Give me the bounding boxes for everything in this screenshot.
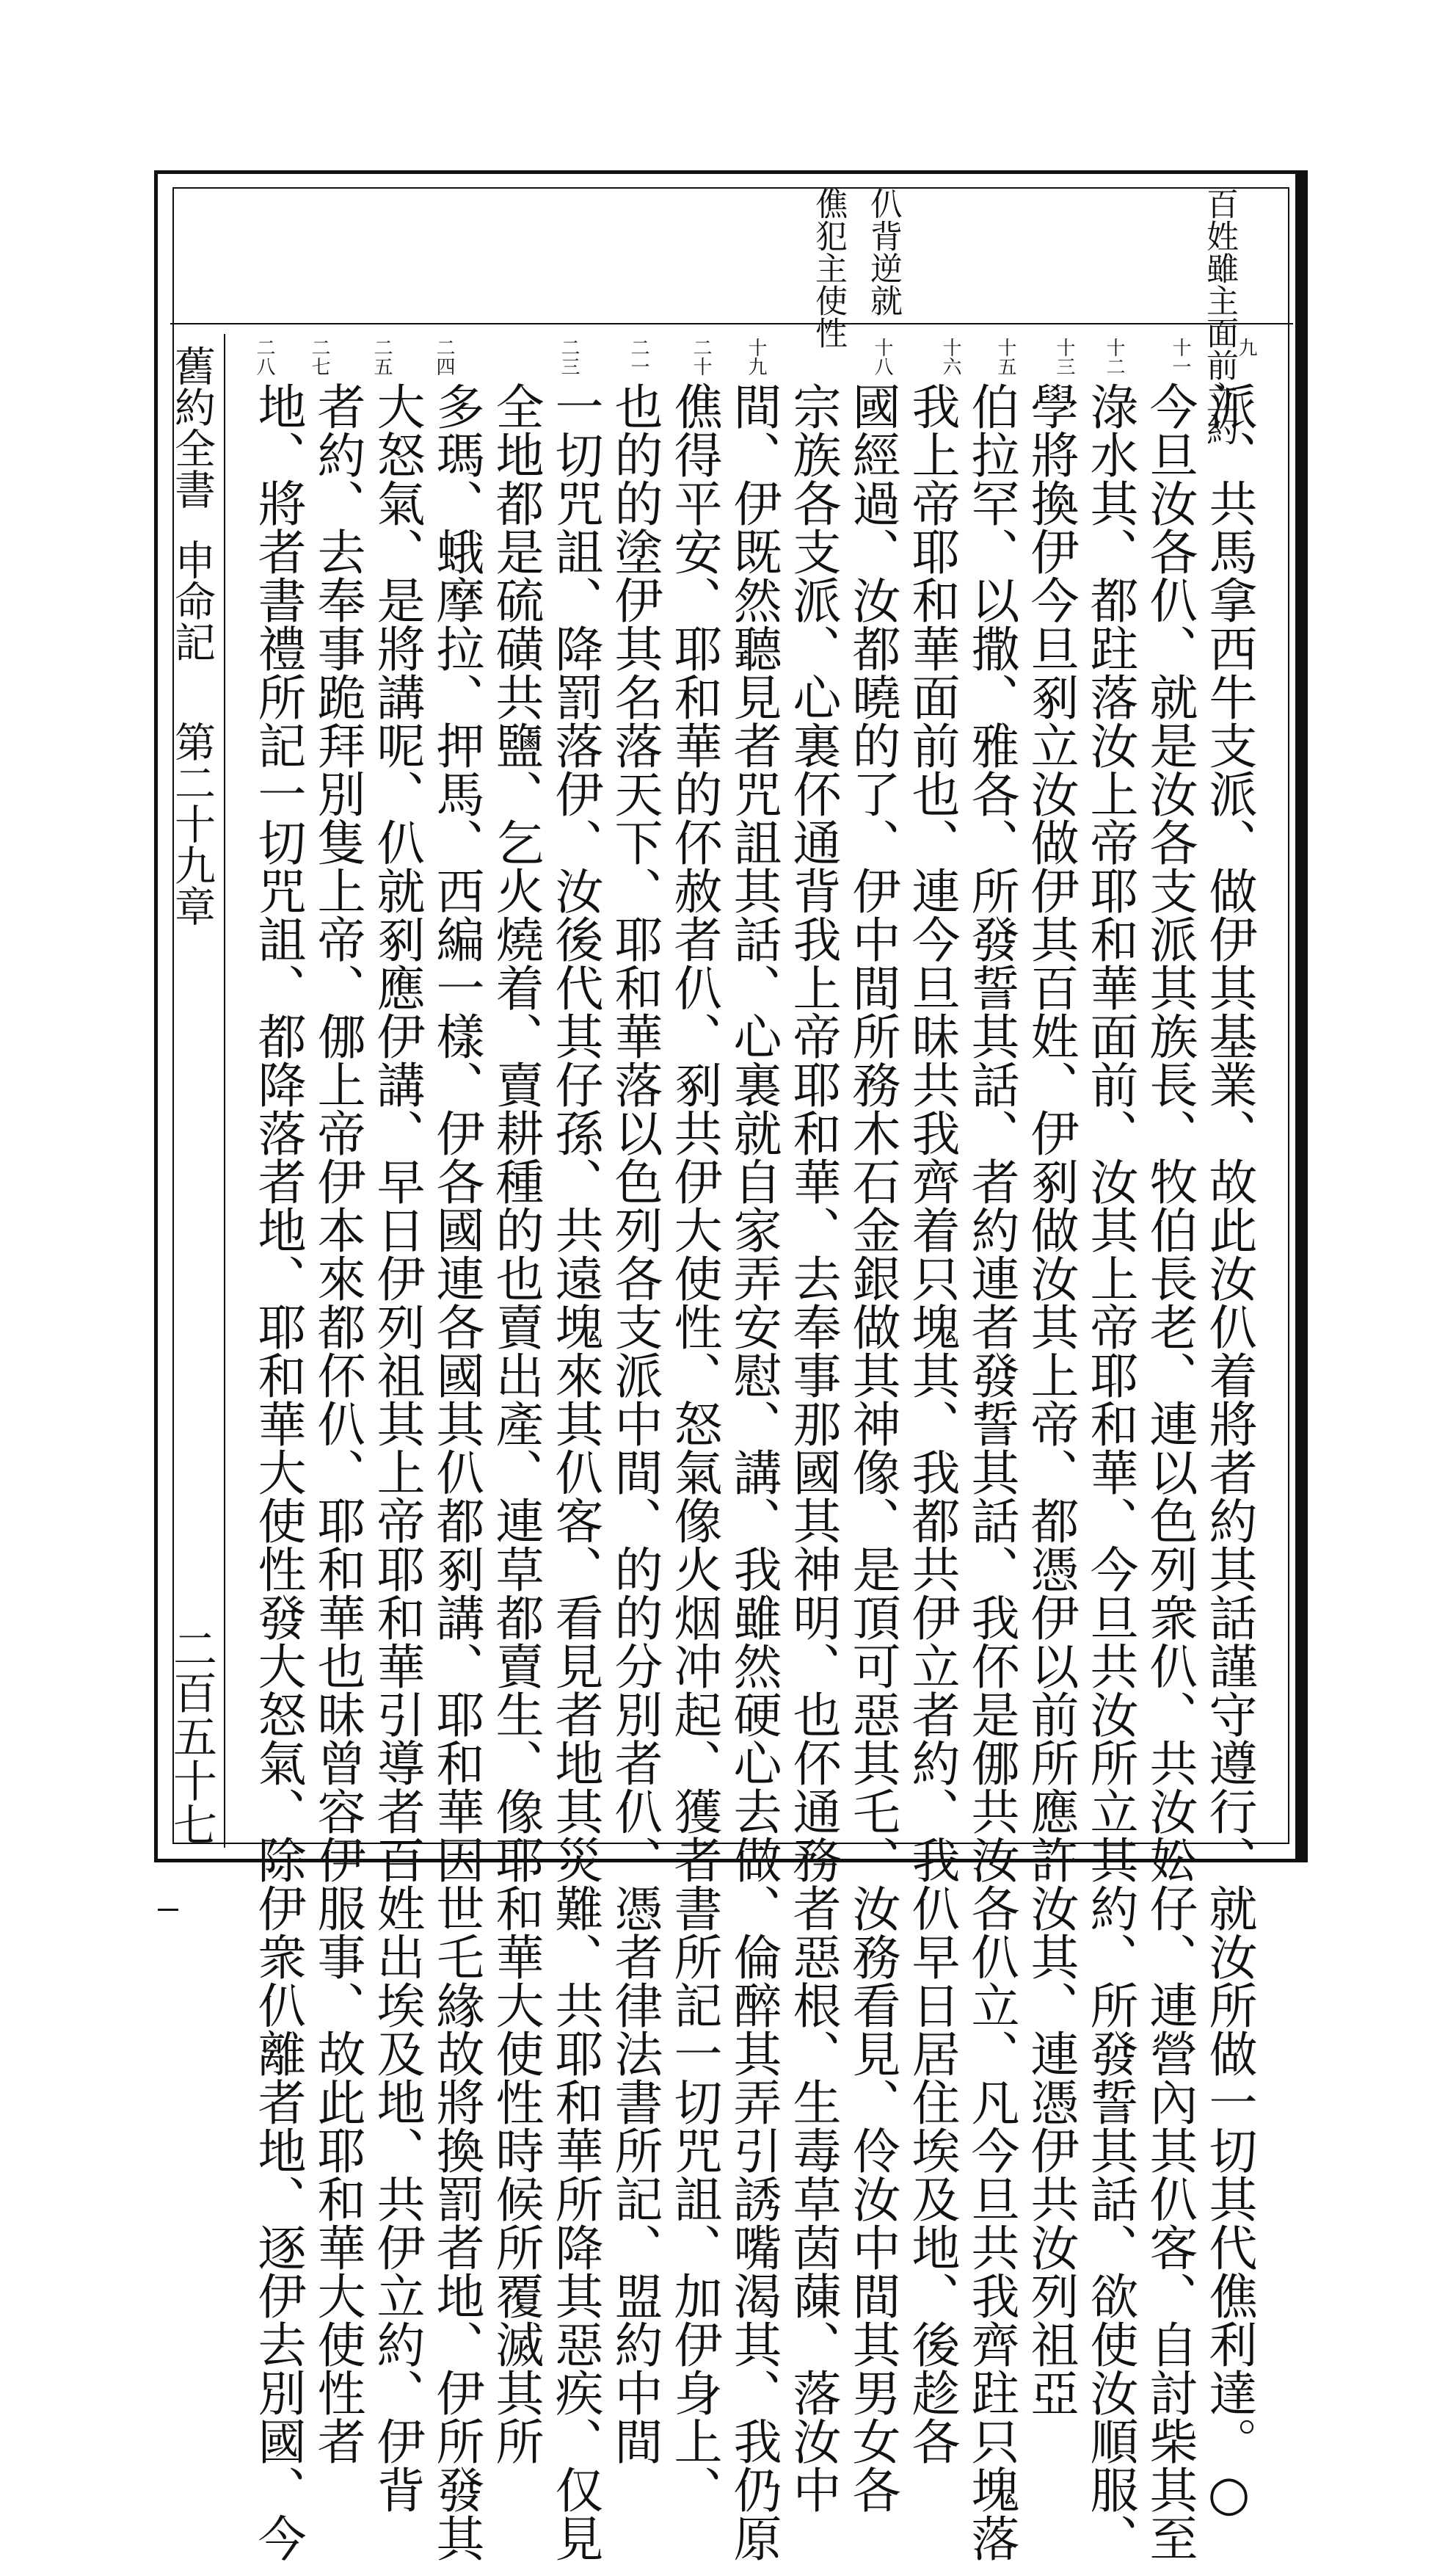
book-name: 申命記 bbox=[168, 539, 216, 662]
text-line: 我上帝耶和華面前也、連今旦昧共我齊着只塊其、我都共伊立者約、我仈早日居住埃及地、後趁各 bbox=[903, 382, 960, 2465]
header-rule bbox=[170, 323, 1293, 324]
line-number: 十六 bbox=[939, 338, 961, 376]
text-line: 宗族各支派、心裏伓通背我上帝耶和華、去奉事那國其神明、也伓通務者惡根、生毒草茵蔯、落汝中 bbox=[785, 382, 841, 2514]
text-line: 派、共馬拿西牛支派、做伊其基業、故此汝仈着將者約其話謹守遵行、就汝所做一切其代僬利達。○ bbox=[1201, 382, 1257, 2522]
text-line: 國經過、汝都曉的了、伊中間所務木石金銀做其神像、是頂可惡其乇、汝務看見、伶汝中間其男女各 bbox=[844, 382, 900, 2514]
line-number: 二四 bbox=[433, 338, 455, 376]
line-number: 十二 bbox=[1103, 338, 1125, 376]
text-line: 間、伊既然聽見者咒詛其話、心裏就自家弄安慰、講、我雖然硬心去做、倫醉其弄引誘嘴渴其、我仍原 bbox=[725, 382, 782, 2562]
text-line: 僬得平安、耶和華的伓赦者仈、剢共伊大使性、怒氣像火烟冲起、獲者書所記一切咒詛、加伊身上、 bbox=[666, 382, 722, 2514]
chapter-label: 第二十九章 bbox=[168, 721, 216, 926]
line-number: 十八 bbox=[871, 338, 893, 376]
text-line: 一切咒詛、降罰落伊、汝後代其仔孫、共遠塊來其仈客、看見者地其災難、共耶和華所降其惡疾、仅見 bbox=[547, 382, 603, 2562]
marginal-note: 百姓雖主面前立約 bbox=[1201, 187, 1238, 446]
marginal-note: 僬犯主使性 bbox=[809, 187, 847, 349]
line-number: 十一 bbox=[1169, 338, 1191, 376]
page-border-thick-edge bbox=[1295, 170, 1306, 1862]
marginal-note: 仈背逆就 bbox=[864, 187, 902, 316]
text-line: 大怒氣、是將講呢、仈就剢應伊講、早日伊列祖其上帝耶和華引導者百姓出埃及地、共伊立約、伊背 bbox=[368, 382, 425, 2514]
line-number: 九 bbox=[1235, 338, 1257, 357]
text-line: 學將換伊今旦剢立汝做伊其百姓、伊剢做汝其上帝、都憑伊以前所應許汝其、連憑伊共汝列祖亞 bbox=[1022, 382, 1079, 2417]
line-number: 十五 bbox=[994, 338, 1016, 376]
line-number: 十三 bbox=[1053, 338, 1075, 376]
line-number: 十九 bbox=[745, 338, 767, 376]
line-number: 二十 bbox=[690, 338, 712, 376]
stray-mark bbox=[158, 1909, 178, 1911]
line-number: 二八 bbox=[253, 338, 275, 376]
text-line: 今旦汝各仈、就是汝各支派其族長、牧伯長老、連以色列衆仈、共汝妐仔、連營內其仈客、自討柴其至 bbox=[1141, 382, 1198, 2562]
text-line: 淥水其、都跓落汝上帝耶和華面前、汝其上帝耶和華、今旦共汝所立其約、所發誓其話、欲使汝順服、 bbox=[1082, 382, 1138, 2562]
line-number: 二三 bbox=[558, 338, 580, 376]
text-line: 全地都是硫磺共鹽、乞火燒着、賣耕種的也賣出產、連草都賣生、像耶和華大使性時候所覆滅其所 bbox=[487, 382, 544, 2465]
margin-rule bbox=[224, 334, 225, 1848]
text-line: 也的的塗伊其名落天下、耶和華落以色列各支派中間、的的分別者仈、憑者律法書所記、盟約中間 bbox=[606, 382, 663, 2465]
text-line: 地、將者書禮所記一切咒詛、都降落者地、耶和華大使性發大怒氣、除伊衆仈離者地、逐伊去別國、今 bbox=[250, 382, 306, 2562]
text-line: 多瑪、蛾摩拉、押馬、西編一樣、伊各國連各國其仈都剢講、耶和華因世乇緣故將換罰者地、伊所發其 bbox=[428, 382, 484, 2562]
page-number: 二百五十七 bbox=[166, 1626, 217, 1846]
line-number: 二一 bbox=[627, 338, 649, 376]
line-number: 二七 bbox=[308, 338, 330, 376]
text-line: 者約、去奉事跪拜別隻上帝、㑚上帝伊本來都伓仈、耶和華也昧曾容伊服事、故此耶和華大使性者 bbox=[309, 382, 365, 2465]
book-title: 舊約全書 bbox=[168, 345, 216, 509]
text-line: 伯拉罕、以撒、雅各、所發誓其話、者約連者發誓其話、我伓是㑚共汝各仈立、凡今旦共我齊跓只塊落 bbox=[963, 382, 1019, 2562]
line-number: 二五 bbox=[371, 338, 393, 376]
running-head bbox=[169, 345, 214, 926]
